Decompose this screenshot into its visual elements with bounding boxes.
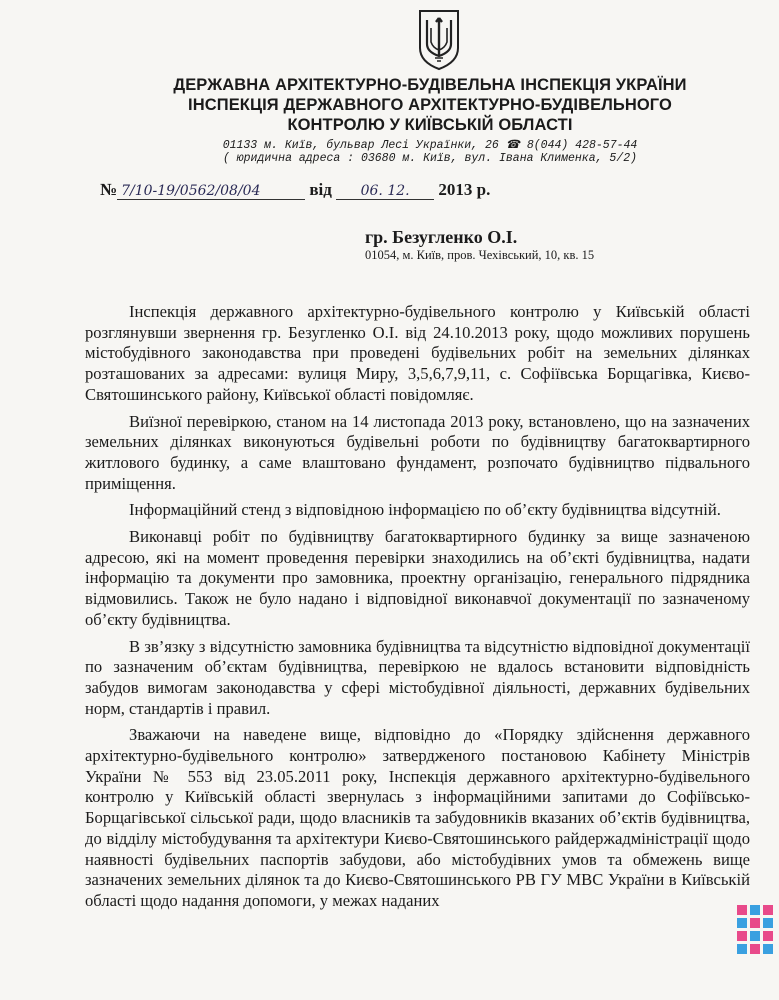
document-year: 2013 р. bbox=[438, 180, 491, 199]
org-title-line-1: ДЕРЖАВНА АРХІТЕКТУРНО-БУДІВЕЛЬНА ІНСПЕКЦІЯ УКРАЇНИ bbox=[173, 76, 687, 94]
paragraph: Зважаючи на наведене вище, відповідно до «Порядку здійснення державного архітектурно-будівельного контролю» затвердженого постановою Кабінету Міністрів України № 553 від 23.05.2011 року, Інспекція державного архітектурно-будівельного контролю у Київській області звернулась з інформаційними запитами до Софіївсько-Борщагівської сільської ради, щодо власників та забудовників вказаних об’єктів будівництва, до відділу містобудування та архітектури Києво-Святошинського райдержадміністрації щодо наявності будівельних паспортів забудови, або містобудівних умов та обмежень вище зазначених земельних ділянок та до Києво-Святошинського РВ ГУ МВС України в Київській області щодо надання допомоги, у межах наданих bbox=[85, 725, 750, 910]
document-number-line bbox=[100, 180, 490, 200]
letter-body bbox=[85, 302, 750, 918]
paragraph: Виконавці робіт по будівництву багатоквартирного будинку за вище зазначеною адресою, які на момент проведення перевірки знаходились на об’єкті будівництва, надати інформацію та документи про замовника, проектну організацію, генерального підрядника відмовились. Також не було надано і відповідної виконавчої документації по зазначеному об’єкту будівництва. bbox=[85, 527, 750, 629]
recipient-address: 01054, м. Київ, пров. Чехівський, 10, кв. 15 bbox=[365, 248, 595, 262]
document-number: 7/10-19/0562/08/04 bbox=[117, 183, 305, 200]
paragraph: Інформаційний стенд з відповідною інформацією по об’єкту будівництва відсутній. bbox=[129, 500, 721, 520]
trident-coat-of-arms-icon bbox=[417, 8, 461, 72]
paragraph: Виїзної перевіркою, станом на 14 листопада 2013 року, встановлено, що на зазначених земельних ділянках виконуються будівельні роботи по будівництву багатоквартирного житлового будинку, а саме влаштовано фундамент, розпочато будівництво підвального приміщення. bbox=[85, 411, 750, 493]
paragraph: Інспекція державного архітектурно-будівельного контролю у Київській області розглянувши звернення гр. Безугленко О.І. від 24.10.2013 року, щодо можливих порушень містобудівного законодавства при проведені будівельних робіт на земельних ділянках розташованих за адресами: вулиця Миру, 3,5,6,7,9,11, с. Софіївська Борщагівка, Києво-Святошинського району, Київської області повідомляє. bbox=[85, 302, 750, 404]
date-label: від bbox=[309, 180, 332, 199]
org-legal-address: ( юридична адреса : 03680 м. Київ, вул. Івана Клименка, 5/2) bbox=[222, 152, 638, 165]
org-title-line-2: ІНСПЕКЦІЯ ДЕРЖАВНОГО АРХІТЕКТУРНО-БУДІВЕЛЬНОГО bbox=[188, 96, 672, 114]
document-date: 06. 12. bbox=[336, 183, 434, 200]
corner-logo-mark bbox=[737, 905, 775, 963]
org-address: 01133 м. Київ, бульвар Лесі Українки, 26 ☎ 8(044) 428-57-44 bbox=[222, 139, 638, 152]
number-sign: № bbox=[100, 180, 118, 199]
paragraph: В зв’язку з відсутністю замовника будівництва та відсутністю відповідної документації по зазначеним об’єктам будівництва, перевіркою не вдалось встановити відповідність забудов вимогам законодавства у сфері містобудівної діяльності, державних будівельних норм, стандартів і правил. bbox=[85, 636, 750, 718]
recipient-name: гр. Безугленко О.І. bbox=[365, 227, 518, 247]
org-title-line-3: КОНТРОЛЮ У КИЇВСЬКІЙ ОБЛАСТІ bbox=[287, 116, 573, 134]
